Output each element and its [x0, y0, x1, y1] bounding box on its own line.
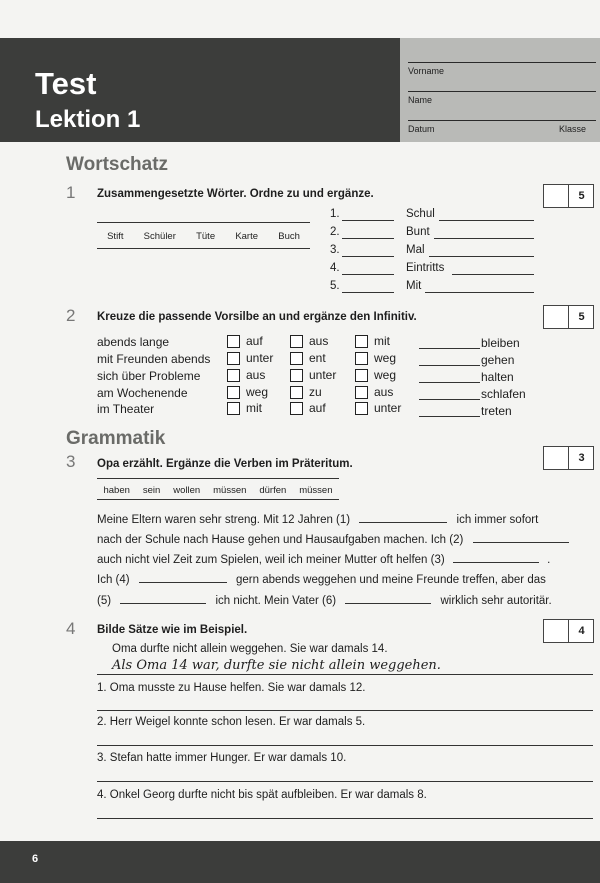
page-title: Test [35, 66, 97, 101]
answer-blank[interactable] [139, 571, 227, 583]
item-number: 1. [330, 208, 340, 220]
story-line: nach der Schule nach Hause gehen und Hausaufgaben machen. Ich (2) [97, 531, 569, 546]
compound-prefix: Bunt [406, 226, 430, 238]
word-item: Schüler [143, 231, 176, 242]
answer-blank[interactable] [419, 399, 480, 400]
checkbox[interactable] [355, 386, 368, 399]
task4-score: 4 [578, 625, 585, 637]
answer-blank[interactable] [439, 220, 534, 221]
checkbox[interactable] [355, 369, 368, 382]
verb-item: wollen [173, 485, 201, 496]
answer-blank[interactable] [342, 292, 394, 293]
checkbox[interactable] [290, 352, 303, 365]
task2-instruction: Kreuze die passende Vorsilbe an und ergänze den Infinitiv. [97, 311, 417, 323]
task3-number: 3 [66, 452, 76, 471]
first-name-line[interactable] [408, 62, 596, 63]
verb-item: haben [103, 485, 130, 496]
task2-number: 2 [66, 306, 76, 325]
answer-blank[interactable] [342, 220, 394, 221]
item-number: 3. [330, 244, 340, 256]
compound-prefix: Schul [406, 208, 435, 220]
date-line[interactable] [408, 120, 596, 121]
answer-blank[interactable] [359, 511, 447, 523]
checkbox[interactable] [355, 335, 368, 348]
phrase-text: am Wochenende [97, 386, 188, 400]
story-line: Meine Eltern waren sehr streng. Mit 12 Jahren (1) ich immer sofort [97, 511, 538, 526]
checkbox[interactable] [290, 369, 303, 382]
word-item: Buch [278, 231, 300, 242]
verb-item: sein [142, 485, 161, 496]
exercise-item: 4. Onkel Georg durfte nicht bis spät aufbleiben. Er war damals 8. [97, 789, 427, 801]
task3-verb-list [97, 485, 339, 496]
item-number: 5. [330, 280, 340, 292]
phrase-text: im Theater [97, 402, 155, 416]
task1-score: 5 [578, 190, 585, 202]
answer-line[interactable] [97, 745, 593, 746]
checkbox[interactable] [355, 402, 368, 415]
page-number: 6 [32, 853, 39, 865]
answer-line[interactable] [97, 710, 593, 711]
checkbox[interactable] [227, 369, 240, 382]
task4-instruction: Bilde Sätze wie im Beispiel. [97, 624, 248, 636]
verb-box-bottom-line [97, 499, 339, 500]
checkbox[interactable] [290, 386, 303, 399]
name-line[interactable] [408, 91, 596, 92]
answer-blank[interactable] [419, 416, 480, 417]
task3-score-box [543, 446, 594, 470]
answer-blank[interactable] [419, 348, 480, 349]
answer-blank[interactable] [342, 238, 394, 239]
task2-score: 5 [578, 311, 585, 323]
first-name-label: Vorname [408, 66, 445, 76]
page-subtitle: Lektion 1 [35, 106, 141, 133]
checkbox[interactable] [290, 335, 303, 348]
answer-blank[interactable] [429, 256, 534, 257]
compound-prefix: Mit [406, 280, 422, 292]
date-label: Datum [408, 124, 435, 134]
verb-item: müssen [213, 485, 247, 496]
verb-item: dürfen [259, 485, 287, 496]
task1-instruction: Zusammengesetzte Wörter. Ordne zu und ergänze. [97, 188, 374, 200]
task3-score: 3 [578, 452, 585, 464]
compound-prefix: Mal [406, 244, 425, 256]
answer-blank[interactable] [419, 365, 480, 366]
section-vocab: Wortschatz [66, 154, 169, 175]
exercise-item: 3. Stefan hatte immer Hunger. Er war damals 10. [97, 752, 347, 764]
word-item: Tüte [196, 231, 216, 242]
exercise-item: 2. Herr Weigel konnte schon lesen. Er war damals 5. [97, 716, 366, 728]
task2-score-box [543, 305, 594, 329]
task4-score-box [543, 619, 594, 643]
word-item: Karte [235, 231, 259, 242]
checkbox[interactable] [355, 352, 368, 365]
phrase-text: abends lange [97, 335, 170, 349]
answer-blank[interactable] [434, 238, 534, 239]
example-sentence: Oma durfte nicht allein weggehen. Sie war damals 14. [112, 643, 388, 655]
word-box-bottom-line [97, 248, 310, 249]
section-grammar: Grammatik [66, 428, 166, 449]
checkbox[interactable] [227, 352, 240, 365]
answer-line[interactable] [97, 818, 593, 819]
story-line: auch nicht viel Zeit zum Spielen, weil ich meiner Mutter oft helfen (3) . [97, 551, 550, 566]
phrase-text: mit Freunden abends [97, 352, 211, 366]
answer-line[interactable] [97, 781, 593, 782]
answer-blank[interactable] [473, 531, 569, 543]
task1-number: 1 [66, 183, 76, 202]
item-number: 2. [330, 226, 340, 238]
answer-line [97, 674, 593, 675]
answer-blank[interactable] [425, 292, 534, 293]
answer-blank[interactable] [453, 551, 539, 563]
compound-prefix: Eintritts [406, 262, 445, 274]
word-item: Stift [107, 231, 124, 242]
verb-box-top-line [97, 478, 339, 479]
story-line: (5) ich nicht. Mein Vater (6) wirklich sehr autoritär. [97, 592, 552, 607]
answer-blank[interactable] [419, 382, 480, 383]
footer-band [0, 841, 600, 883]
story-line: Ich (4) gern abends weggehen und meine Freunde treffen, aber das [97, 571, 546, 586]
answer-blank[interactable] [120, 592, 206, 604]
answer-blank[interactable] [342, 256, 394, 257]
checkbox[interactable] [227, 386, 240, 399]
verb-item: müssen [299, 485, 333, 496]
checkbox[interactable] [290, 402, 303, 415]
exercise-item: 1. Oma musste zu Hause helfen. Sie war damals 12. [97, 682, 366, 694]
name-label: Name [408, 95, 433, 105]
answer-blank[interactable] [345, 592, 431, 604]
item-number: 4. [330, 262, 340, 274]
word-box-top-line [97, 222, 310, 223]
checkbox[interactable] [227, 335, 240, 348]
answer-blank[interactable] [452, 274, 534, 275]
example-answer: Als Oma 14 war, durfte sie nicht allein weggehen. [112, 658, 441, 673]
task3-instruction: Opa erzählt. Ergänze die Verben im Präteritum. [97, 458, 353, 470]
checkbox[interactable] [227, 402, 240, 415]
class-label: Klasse [559, 124, 587, 134]
task1-word-list [97, 231, 310, 242]
task4-number: 4 [66, 619, 76, 638]
answer-blank[interactable] [342, 274, 394, 275]
phrase-text: sich über Probleme [97, 369, 201, 383]
task1-score-box [543, 184, 594, 208]
